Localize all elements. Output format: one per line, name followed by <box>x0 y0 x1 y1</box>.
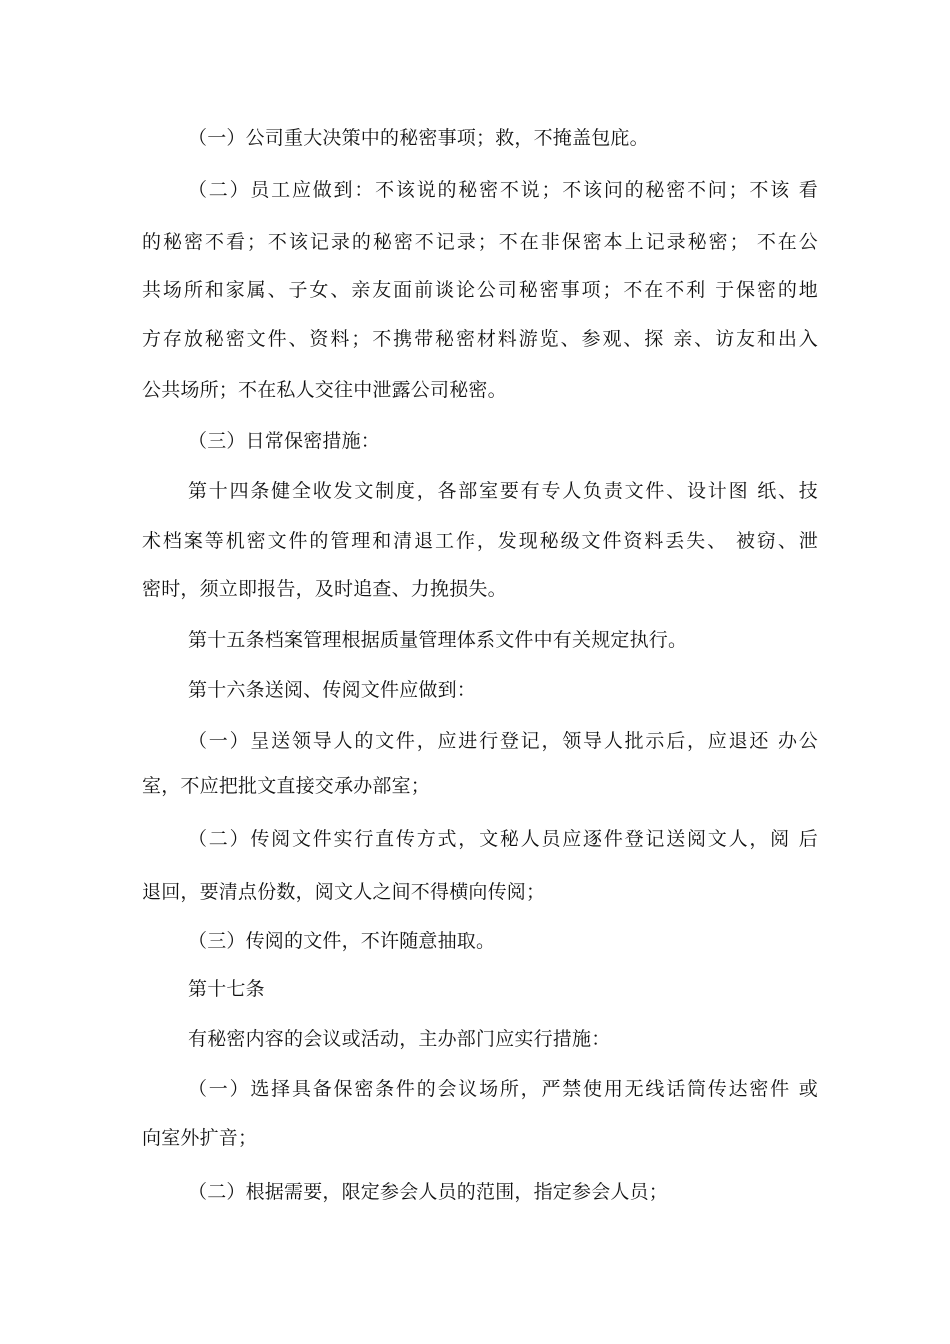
text-line-15: （二）传阅文件实行直传方式，文秘人员应逐件登记送阅文人，阅 后 <box>188 828 818 850</box>
text-line-17: （三）传阅的文件，不许随意抽取。 <box>188 930 496 952</box>
text-line-16: 退回，要清点份数，阅文人之间不得横向传阅； <box>142 881 546 903</box>
text-line-9: 术档案等机密文件的管理和清退工作，发现秘级文件资料丢失、 被窃、泄 <box>142 530 818 552</box>
text-line-21: 向室外扩音； <box>142 1127 258 1149</box>
text-line-12: 第十六条送阅、传阅文件应做到： <box>188 679 477 701</box>
text-line-5: 方存放秘密文件、资料；不携带秘密材料游览、参观、探 亲、访友和出入 <box>142 328 818 350</box>
text-line-20: （一）选择具备保密条件的会议场所，严禁使用无线话筒传达密件 或 <box>188 1078 818 1100</box>
text-line-6: 公共场所；不在私人交往中泄露公司秘密。 <box>142 379 507 401</box>
text-line-19: 有秘密内容的会议或活动，主办部门应实行措施： <box>188 1028 611 1050</box>
text-line-3: 的秘密不看；不该记录的秘密不记录；不在非保密本上记录秘密； 不在公 <box>142 231 818 253</box>
text-line-13: （一）呈送领导人的文件，应进行登记，领导人批示后，应退还 办公 <box>188 730 818 752</box>
text-line-10: 密时，须立即报告，及时追查、力挽损失。 <box>142 578 507 600</box>
text-line-11: 第十五条档案管理根据质量管理体系文件中有关规定执行。 <box>188 629 688 651</box>
text-line-8: 第十四条健全收发文制度，各部室要有专人负责文件、设计图 纸、技 <box>188 480 818 502</box>
text-line-2: （二）员工应做到：不该说的秘密不说；不该问的秘密不问；不该 看 <box>188 179 818 201</box>
text-line-18: 第十七条 <box>188 978 265 1000</box>
text-line-7: （三）日常保密措施： <box>188 430 381 452</box>
text-line-14: 室，不应把批文直接交承办部室； <box>142 775 431 797</box>
text-line-22: （二）根据需要，限定参会人员的范围，指定参会人员； <box>188 1181 669 1203</box>
text-line-1: （一）公司重大决策中的秘密事项；救，不掩盖包庇。 <box>188 127 649 149</box>
text-line-4: 共场所和家属、子女、亲友面前谈论公司秘密事项；不在不利 于保密的地 <box>142 279 818 301</box>
